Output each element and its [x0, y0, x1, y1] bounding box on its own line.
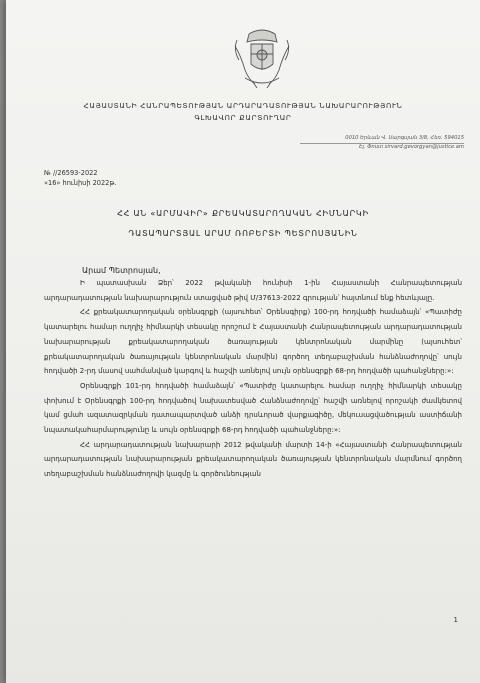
addressee-institution: ՀՀ ԱՆ «ԱՐՄԱՎԻՐ» ՔՐԵԱԿԱՏԱՐՈՂԱԿԱՆ ՀԻՄՆԱՐԿԻ: [117, 209, 369, 218]
body-paragraph: Ի պատասխան Ձեր՝ 2022 թվականի հունիսի 1-ին Հայաստանի Հանրապետության արդարադատության նախարարություն ստացված թիվ Մ/37613-2022 գրության՝ հայտնում ենք հետևյալը.: [44, 279, 462, 302]
page-number: 1: [453, 616, 458, 624]
body-paragraph: ՀՀ քրեակատարողական օրենսգրքի (այսուհետ՝ Օրենսգիրք) 100-րդ հոդվածի համաձայն՝ «Պատիժը կատարելու համար ուղղիչ հիմնարկի տեսակը որոշում է Հայաստանի Հանրապետության արդարադատության նախարարության քրեակատարողական ծառայության կենտրոնական մարմինը (այսուհետ՝ քրեակատարողական ծառայության կենտրոնական մարմին) գործող տեղաբաշխման հանձնաժողովը՝ սույն հոդվածի 2-րդ մասով սահմանված կարգով և հաշվի առնելով սույն օրենսգրքի 68-րդ հոդվածի պահանջները:»:: [44, 308, 462, 376]
coat-of-arms-emblem: [231, 26, 293, 90]
reference-block: [44, 168, 116, 188]
reference-date: «16» հունիսի 2022թ.: [44, 179, 117, 187]
addressee-name: ԴԱՏԱՊԱՐՏՅԱԼ ԱՐԱՄ ՌՈԲԵՐՏԻ ՊԵՏՐՈՍՅԱՆԻՆ: [128, 229, 358, 238]
email-address: Էլ. Փոստ sirvard.gevorgyan@justice.am: [359, 144, 464, 150]
body-paragraph: Օրենսգրքի 101-րդ հոդվածի համաձայն՝ «Պատիժը կատարելու համար ուղղիչ հիմնարկի տեսակը փոխում է Օրենսգրքի 100-րդ հոդվածով նախատեսված Հանձնաժողովը՝ հաշվի առնելով որոշակի ժամկետով կամ ցմահ ազատազրկման դատապարտված անձի դրսևորած վարքագիծը, մեկուսացվածության աստիճանի նպատակահարմարությունը և սույն օրենսգրքի 68-րդ հոդվածի պահանջները:»:: [44, 381, 462, 435]
chief-secretary-title: ԳԼԽԱՎՈՐ ՔԱՐՏՈՒՂԱՐ: [194, 113, 292, 122]
ministry-header: [6, 100, 480, 124]
ministry-name: ՀԱՅԱՍՏԱՆԻ ՀԱՆՐԱՊԵՏՈՒԹՅԱՆ ԱՐԴԱՐԱԴԱՏՈՒԹՅԱՆ ՆԱԽԱՐԱՐՈՒԹՅՈՒՆ: [83, 101, 403, 110]
body-paragraph: ՀՀ արդարադատության նախարարի 2012 թվականի մարտի 14-ի «Հայաստանի Հանրապետության արդարադատության նախարարության քրեակատարողական ծառայության կենտրոնական մարմնում գործող տեղաբաշխման հանձնաժողովի կազմը և գործունեության: [44, 440, 462, 479]
salutation: Արամ Պետրոսյան,: [82, 266, 161, 275]
reference-number: № //26593-2022: [44, 169, 98, 177]
address-divider: [300, 143, 464, 144]
letter-body: [44, 276, 462, 482]
postal-address: 0010 Երևան Վ. Սարգսյան 3/8, Հեռ. 594015: [345, 135, 464, 141]
document-page: [6, 0, 480, 683]
addressee-block: [6, 204, 480, 244]
